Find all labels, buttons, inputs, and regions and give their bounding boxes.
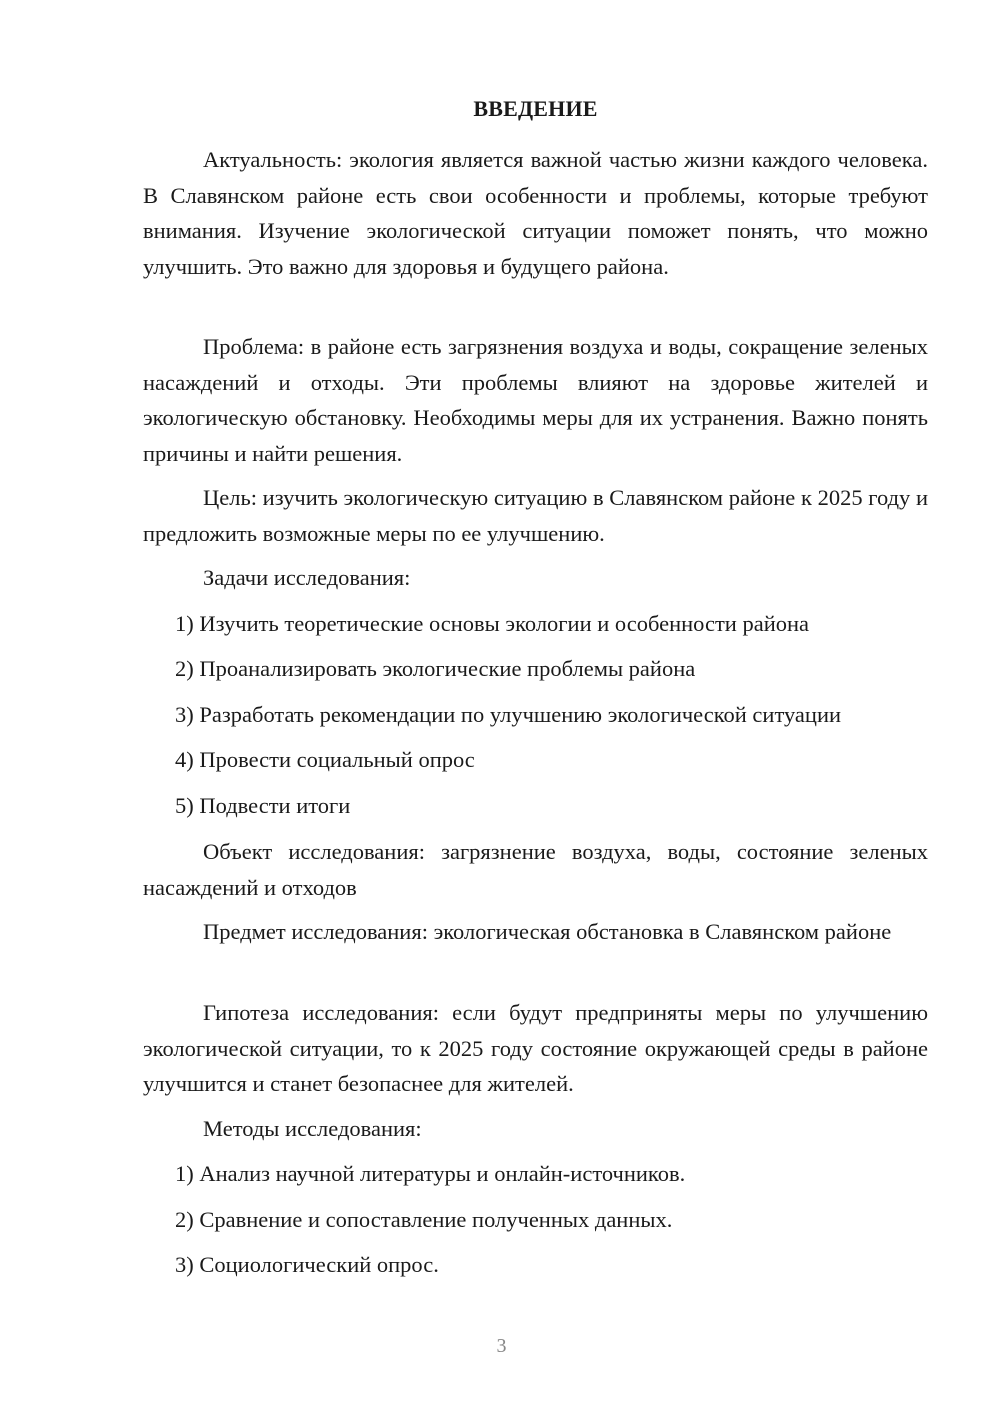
document-page [143,0,928,1414]
task-item: 1) Изучить теоретические основы экологии и особенности района [175,611,810,636]
methods-heading: Методы исследования: [203,1116,422,1141]
hypothesis-paragraph: Гипотеза исследования: если будут предприняты меры по улучшению экологической ситуации, то к 2025 году состояние окружающей среды в районе улучшится и станет безопаснее для жителей. [143,1000,928,1096]
relevance-paragraph: Актуальность: экология является важной частью жизни каждого человека. В Славянском районе есть свои особенности и проблемы, которые требуют внимания. Изучение экологической ситуации поможет понять, что можно улучшить. Это важно для здоровья и будущего района. [143,147,928,279]
method-item: 1) Анализ научной литературы и онлайн-источников. [175,1161,686,1186]
section-title: ВВЕДЕНИЕ [473,96,598,121]
page-number: 3 [496,1335,507,1357]
goal-paragraph: Цель: изучить экологическую ситуацию в Славянском районе к 2025 году и предложить возможные меры по ее улучшению. [143,485,928,546]
method-item: 3) Социологический опрос. [175,1252,439,1277]
task-item: 4) Провести социальный опрос [175,747,475,772]
tasks-heading: Задачи исследования: [203,565,411,590]
task-item: 3) Разработать рекомендации по улучшению экологической ситуации [175,702,842,727]
task-item: 5) Подвести итоги [175,793,351,818]
method-item: 2) Сравнение и сопоставление полученных данных. [175,1207,673,1232]
task-item: 2) Проанализировать экологические проблемы района [175,656,696,681]
object-paragraph: Объект исследования: загрязнение воздуха, воды, состояние зеленых насаждений и отходов [143,839,928,900]
subject-paragraph: Предмет исследования: экологическая обстановка в Славянском районе [203,919,892,944]
problem-paragraph: Проблема: в районе есть загрязнения воздуха и воды, сокращение зеленых насаждений и отходы. Эти проблемы влияют на здоровье жителей и экологическую обстановку. Необходимы меры для их устранения. Важно понять причины и найти решения. [143,334,928,466]
